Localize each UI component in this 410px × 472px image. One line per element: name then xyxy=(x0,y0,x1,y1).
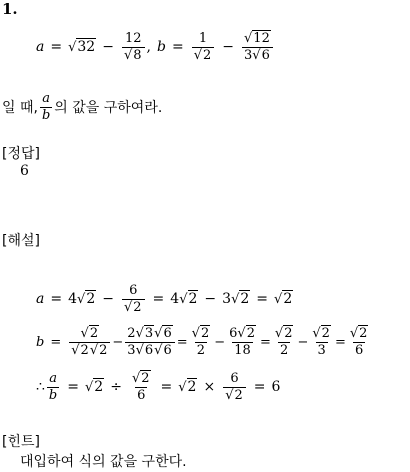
therefore-symbol: ∴ xyxy=(36,379,45,396)
question-line xyxy=(2,92,162,122)
var-a: a xyxy=(36,39,45,56)
eq-sign: = xyxy=(50,39,63,56)
hint-text: 대입하여 식의 값을 구한다. xyxy=(20,454,187,470)
question-suffix: 의 값을 구하여라. xyxy=(54,100,163,117)
problem-number: 1. xyxy=(2,0,18,18)
frac-12-over-sqrt8: $\frac{12}{√8}$ xyxy=(122,32,145,62)
explanation-line-b: b = $\frac{√2}{√2√2}$ − $\frac{2√3√6}{3√6√6}$ = $\frac{√2}{2}$ − $\frac{6√2}{18}$ = $\frac{√2}{2}$ − $\frac{√2}{3}$ = $\frac{√2}{6}$ xyxy=(36,326,368,358)
frac-a-over-b: $\frac{a}{b}$ xyxy=(41,91,51,123)
explanation-label: [해설] xyxy=(2,233,40,249)
sqrt-32: √32 xyxy=(68,39,96,56)
var-b: b xyxy=(156,39,166,56)
frac-sqrt12-over-3sqrt6: $\frac{√12}{3√6}$ xyxy=(242,32,273,62)
given-equation: a = √32 − $\frac{12}{√8}$ , b = $\frac{1}{√2}$ − $\frac{√12}{3√6}$ xyxy=(36,32,275,62)
answer-label: [정답] xyxy=(2,146,40,162)
answer-value: 6 xyxy=(20,163,29,179)
question-prefix: 일 때, xyxy=(2,100,38,117)
frac-1-over-sqrt2: $\frac{1}{√2}$ xyxy=(192,32,215,62)
explanation-line-a: a = 4 √2 − $\frac{6}{√2}$ = 4 √2 − 3 √2 = √2 xyxy=(36,283,293,315)
explanation-line-c: ∴ $\frac{a}{b}$ = √2 ÷ $\frac{√2}{6}$ = √2 × $\frac{6}{√2}$ = 6 xyxy=(36,371,281,403)
hint-label: [힌트] xyxy=(2,434,40,450)
